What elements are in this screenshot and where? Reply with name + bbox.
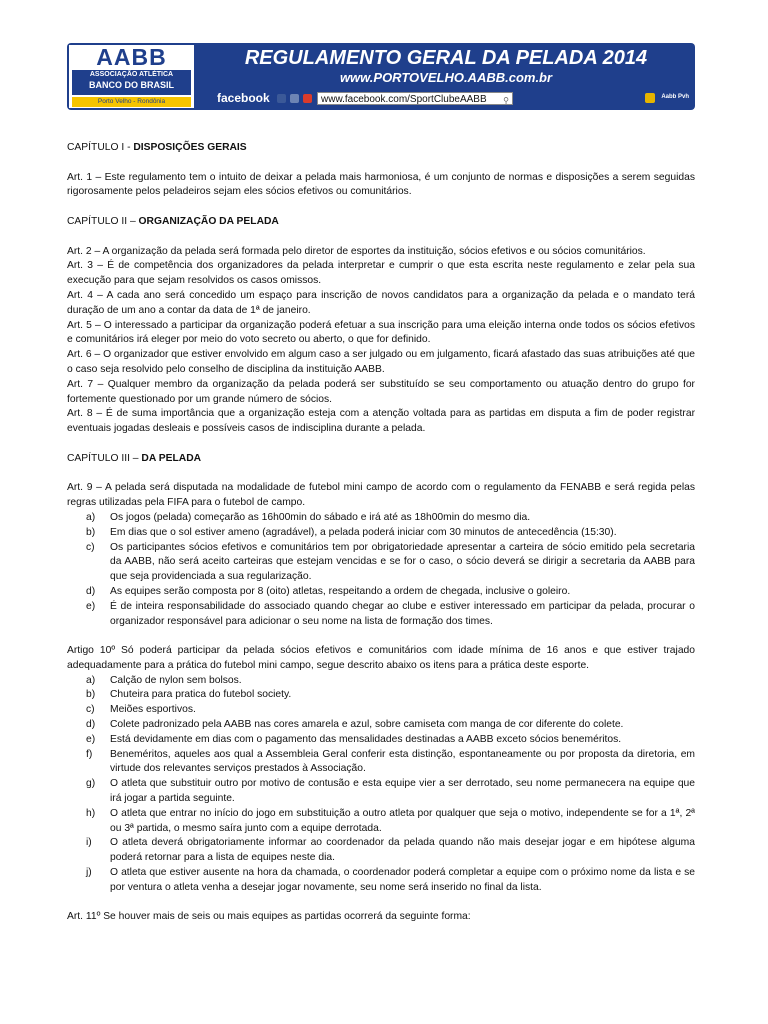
chapter-prefix: CAPÍTULO I - (67, 142, 134, 153)
article-3: Art. 3 – É de competência dos organizadores da pelada interpretar e cumprir o que esta escrita neste regulamento e zelar pela sua execução para que sejam resolvidos os casos omissos. (67, 260, 695, 287)
list-item (67, 541, 695, 585)
list-item-label: d) (86, 585, 96, 597)
list-item-label: i) (86, 837, 92, 849)
chapter-3-heading (67, 452, 695, 467)
list-item-label: c) (86, 704, 95, 716)
aabb-logo (69, 45, 194, 108)
list-item-label: j) (86, 867, 92, 879)
article-7: Art. 7 – Qualquer membro da organização da pelada poderá ser substituído se seu comportamento ou atuação dentro do grupo for fortemente questionado por um grande número de sócios. (67, 378, 695, 405)
list-item-text: Os participantes sócios efetivos e comunitários tem por obrigatoriedade apresentar a carteira de sócio emitido pela secretaria da AABB, não será aceito carteiras que estejam vencidas e se for o caso, o sócio deverá se dirigir a secretaria da AABB para que seja providenciada a sua regularização. (110, 541, 695, 583)
list-item (67, 866, 695, 896)
plus-icon (303, 94, 312, 103)
header-banner (67, 43, 695, 110)
list-item-text: Beneméritos, aqueles aos qual a Assembleia Geral conferir esta distinção, espontaneamente ou por proposta da diretoria, em virtude dos relevantes serviços prestados à Associação. (110, 748, 695, 775)
logo-main-text: AABB (96, 44, 167, 70)
chapter-2-heading (67, 215, 695, 230)
facebook-url-box (317, 92, 513, 105)
list-item-label: b) (86, 689, 96, 701)
list-item-text: O atleta deverá obrigatoriamente informar ao coordenador da pelada quando não mais desejar jogar e em hipótese alguma poderá retornar para a lista de equipes neste dia. (110, 837, 695, 864)
list-item (67, 807, 695, 837)
list-item-text: Os jogos (pelada) começarão as 16h00min do sábado e irá até as 18h00min do mesmo dia. (110, 511, 531, 523)
logo-city: Porto Velho - Rondônia (72, 97, 191, 107)
like-icon (277, 94, 286, 103)
list-item-label: e) (86, 600, 96, 612)
chapter-title: DISPOSIÇÕES GERAIS (133, 142, 247, 153)
logo-subtitle (72, 70, 191, 95)
list-item-text: Calção de nylon sem bolsos. (110, 674, 242, 686)
chapter-prefix: CAPÍTULO II – (67, 215, 139, 227)
list-item (67, 585, 695, 600)
list-item-label: f) (86, 748, 93, 760)
article-1: Art. 1 – Este regulamento tem o intuito de deixar a pelada mais harmoniosa, é um conjunto de normas e disposições a serem seguidas rigorosamente pelos peladeiros sejam eles sócios efetivos ou comunitários. (67, 171, 695, 198)
list-item (67, 718, 695, 733)
article-8: Art. 8 – É de suma importância que a organização esteja com a atenção voltada para as partidas em disputa a fim de poder registrar eventuais jogadas desleais e possíveis casos de indisciplina durante a pelada. (67, 408, 695, 435)
logo-sub-line2: BANCO DO BRASIL (89, 80, 174, 90)
article-9-list (67, 511, 695, 629)
list-item (67, 511, 695, 526)
list-item-label: d) (86, 719, 96, 731)
list-item-text: Em dias que o sol estiver ameno (agradável), a pelada poderá iniciar com 30 minutos de antecedência (15:30). (110, 526, 617, 538)
list-item-label: a) (86, 674, 96, 686)
list-item (67, 674, 695, 689)
list-item (67, 688, 695, 703)
list-item-text: As equipes serão composta por 8 (oito) atletas, respeitando a ordem de chegada, inclusive o goleiro. (110, 585, 571, 597)
document-body (67, 141, 695, 925)
list-item-text: O atleta que entrar no início do jogo em substituição a outro atleta por qualquer que seja o motivo, independente se for a 1ª, 2ª ou 3ª partida, o mesmo saíra junto com a equipe derrotada. (110, 807, 695, 834)
search-icon: ⚲ (503, 96, 509, 105)
list-item-text: É de inteira responsabilidade do associado quando chegar ao clube e estiver interessado em participar da pelada, procurar o organizador responsável para adicionar o seu nome na lista de formação dos times. (110, 600, 695, 627)
list-item-label: b) (86, 526, 96, 538)
list-item-label: a) (86, 511, 96, 523)
list-item-label: e) (86, 733, 96, 745)
chapter-prefix: CAPÍTULO III – (67, 452, 142, 464)
article-10-list (67, 674, 695, 896)
list-item-label: g) (86, 778, 96, 790)
share-icon (290, 94, 299, 103)
list-item-text: Chuteira para pratica do futebol society. (110, 689, 292, 701)
list-item (67, 836, 695, 866)
list-item (67, 703, 695, 718)
list-item (67, 526, 695, 541)
chapter-title: ORGANIZAÇÃO DA PELADA (138, 215, 279, 227)
article-6: Art. 6 – O organizador que estiver envolvido em algum caso a ser julgado ou em julgamento, ficará afastado das suas atribuições até que o caso seja resolvido pelo conselho de disciplina da instituição AABB. (67, 349, 695, 375)
aabb-pvh-label: Aabb Pvh (661, 94, 689, 100)
site-url: www.PORTOVELHO.AABB.com.br (339, 70, 553, 85)
article-4: Art. 4 – A cada ano será concedido um espaço para inscrição de novos candidatos para a organização da pelada e o mandato terá duração de um ano a contar da data de 1ª de janeiro. (67, 289, 695, 316)
list-item-label: h) (86, 807, 96, 819)
logo-sub-line1: ASSOCIAÇÃO ATLÉTICA (89, 71, 174, 78)
chapter-title: DA PELADA (141, 452, 202, 464)
list-item (67, 600, 695, 630)
list-item-text: Meiões esportivos. (110, 704, 196, 716)
document-title: REGULAMENTO GERAL DA PELADA 2014 (244, 47, 648, 69)
chapter-1-heading (67, 141, 695, 156)
list-item (67, 777, 695, 807)
list-item-label: c) (86, 541, 95, 553)
article-10: Artigo 10º Só poderá participar da pelada sócios efetivos e comunitários com idade mínima de 16 anos e que estiver trajado adequadamente para a prática do futebol mini campo, segue descrito abaixo os itens para a prática deste esporte. (67, 645, 695, 671)
social-bar (197, 90, 693, 108)
list-item (67, 748, 695, 778)
facebook-url: www.facebook.com/SportClubeAABB (321, 94, 487, 105)
article-11: Art. 11º Se houver mais de seis ou mais equipes as partidas ocorrerá da seguinte forma: (67, 911, 471, 923)
aabb-badge-icon (645, 93, 655, 103)
list-item-text: O atleta que estiver ausente na hora da chamada, o coordenador poderá completar a equipe com o próximo nome da lista e se por ventura o atleta venha a desejar jogar novamente, seu nome será inserido no final da lista. (110, 867, 695, 893)
list-item (67, 733, 695, 748)
list-item-text: O atleta que substituir outro por motivo de contusão e esta equipe vier a ser derrotado, seu nome permanecera na equipe que irá jogar a partida seguinte. (110, 778, 695, 805)
article-5: Art. 5 – O interessado a participar da organização poderá efetuar a sua inscrição para uma eleição interna onde todos os sócios efetivos e comunitários irá eleger por meio do voto secreto ou aberto, o que for definido. (67, 319, 695, 346)
article-9: Art. 9 – A pelada será disputada na modalidade de futebol mini campo de acordo com o regulamento da FENABB e será regida pelas regras utilizadas pela FIFA para o futebol de campo. (67, 482, 695, 509)
article-2: Art. 2 – A organização da pelada será formada pelo diretor de esportes da instituição, sócios efetivos e ou sócios comunitários. (67, 245, 646, 257)
list-item-text: Colete padronizado pela AABB nas cores amarela e azul, sobre camiseta com manga de cor diferente do colete. (110, 719, 624, 731)
list-item-text: Está devidamente em dias com o pagamento das mensalidades destinadas a AABB exceto sócios beneméritos. (110, 733, 622, 745)
facebook-label: facebook (217, 91, 270, 105)
